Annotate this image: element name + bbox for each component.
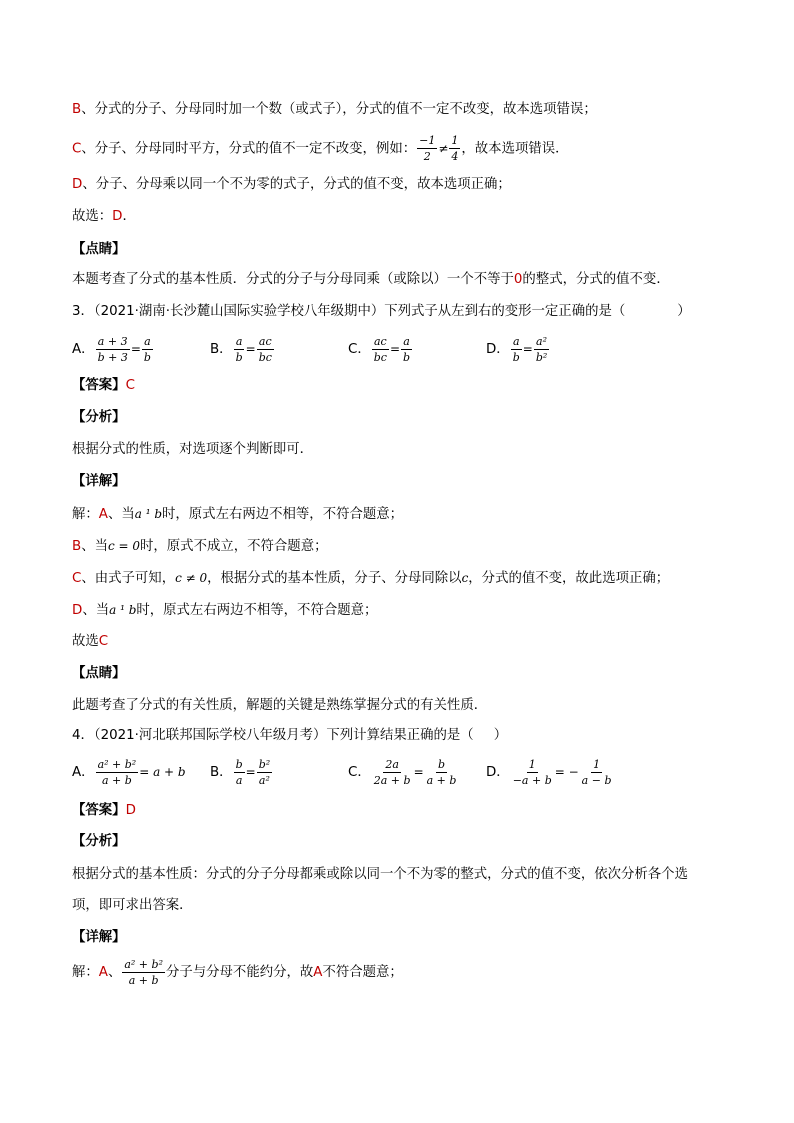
fraction: $\frac{2a}{2a + b}$ [373,757,411,787]
q3-comment: 此题考查了分式的有关性质，解题的关键是熟练掌握分式的有关性质． [72,698,488,713]
q4-option-a: A． $\frac{\text{a² + b²}}{a + b}$ = a + b [72,757,186,787]
q4-option-d: D． $\frac{1}{-a + b}$ = − $\frac{1}{a - b}$ [486,757,612,787]
q4-detail-a: 解：A、 $\frac{\text{a² + b²}}{a + b}$ 分子与分母不能约分，故A不符合题意； [72,957,403,987]
prev-option-c-analysis: C、分子、分母同时平方，分式的值不一定不改变，例如： $\frac{-1}{2}$ ≠ $\frac{1}{4}$ ，故本选项错误． [72,134,569,163]
fraction: $\frac{a}{b}$ [143,334,151,364]
q4-analysis-heading: 【分析】 [72,834,126,849]
q4-option-b: B． $\frac{b}{a}$ = $\frac{\text{b²}}{\text{a²}}$ [210,757,271,787]
prev-choice: 故选：D． [72,209,136,224]
fraction: $\frac{1}{4}$ [451,134,459,163]
fraction: $\frac{a + 3}{b + 3}$ [97,334,128,364]
q3-detail-c: C、由式子可知，c ≠ 0，根据分式的基本性质，分子、分母同除以c，分式的值不变，故此选项正确； [72,571,670,586]
fraction: $\frac{1}{-a + b}$ [512,757,552,787]
q3-answer: 【答案】C [72,378,135,393]
q3-detail-a: 解：A、当a ¹ b时，原式左右两边不相等，不符合题意； [72,507,404,522]
q3-option-b: B． $\frac{a}{b}$ = $\frac{ac}{bc}$ [210,334,272,364]
q4-analysis-line-1: 根据分式的基本性质：分式的分子分母都乘或除以同一个不为零的整式，分式的值不变，依次分析各个选 [72,867,688,882]
q3-option-c: C． $\frac{ac}{bc}$ = $\frac{a}{b}$ [348,334,411,364]
fraction: $\frac{1}{a - b}$ [581,757,612,787]
option-label: B [72,102,82,117]
q3-choice: 故选C [72,634,109,649]
q4-answer: 【答案】D [72,803,136,818]
fraction: $\frac{a}{b}$ [403,334,411,364]
prev-comment-heading: 【点睛】 [72,242,126,257]
q3-analysis-heading: 【分析】 [72,410,126,425]
q4-option-c: C． $\frac{2a}{2a + b}$ = $\frac{b}{a + b}$ [348,757,457,787]
prev-comment: 本题考查了分式的基本性质．分式的分子与分母同乘（或除以）一个不等于0的整式，分式的值不变． [72,272,670,287]
fraction: $\frac{ac}{bc}$ [258,334,272,364]
fraction: $\frac{\text{a²}}{\text{b²}}$ [535,334,548,364]
q3-detail-heading: 【详解】 [72,474,126,489]
fraction: $\frac{b}{a}$ [235,757,243,787]
q4-stem: 4．（2021·河北联邦国际学校八年级月考）下列计算结果正确的是（ ） [72,728,508,743]
fraction: $\frac{a}{b}$ [512,334,520,364]
option-label: D [72,177,83,192]
q3-detail-d: D、当a ¹ b时，原式左右两边不相等，不符合题意； [72,603,378,618]
q4-detail-heading: 【详解】 [72,930,126,945]
prev-option-d-analysis: D、分子、分母乘以同一个不为零的式子，分式的值不变，故本选项正确； [72,177,511,192]
fraction: $\frac{b}{a + b}$ [426,757,457,787]
q3-option-d: D． $\frac{a}{b}$ = $\frac{\text{a²}}{\text{b²}}$ [486,334,548,364]
option-label: C [72,141,82,157]
q3-analysis: 根据分式的性质，对选项逐个判断即可． [72,442,314,457]
fraction: $\frac{\text{b²}}{\text{a²}}$ [258,757,271,787]
fraction: $\frac{a}{b}$ [235,334,243,364]
fraction: $\frac{ac}{bc}$ [373,334,387,364]
fraction: $\frac{\text{a² + b²}}{a + b}$ [124,957,163,987]
prev-option-b-analysis: B、分式的分子、分母同时加一个数（或式子），分式的值不一定不改变，故本选项错误； [72,102,597,117]
fraction: $\frac{\text{a² + b²}}{a + b}$ [97,757,137,787]
fraction: $\frac{-1}{2}$ [419,134,436,163]
q3-comment-heading: 【点睛】 [72,666,126,681]
q4-analysis-line-2: 项，即可求出答案． [72,898,193,913]
q3-stem: 3．（2021·湖南·长沙麓山国际实验学校八年级期中）下列式子从左到右的变形一定正确的是（ ） [72,304,691,319]
q3-option-a: A． $\frac{a + 3}{b + 3}$ = $\frac{a}{b}$ [72,334,151,364]
q3-detail-b: B、当c = 0时，原式不成立，不符合题意； [72,539,328,554]
